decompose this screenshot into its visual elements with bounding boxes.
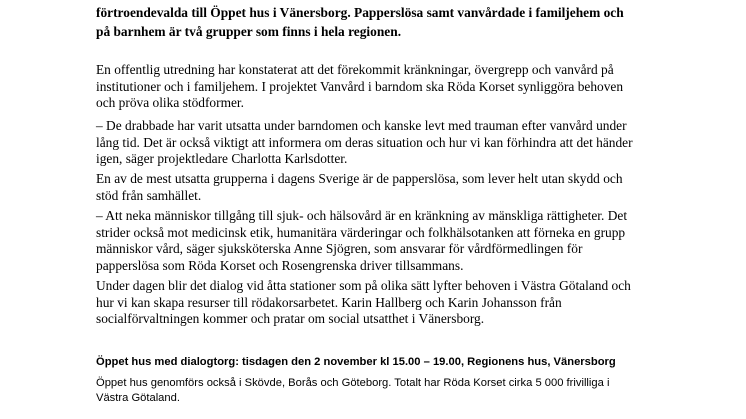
footer-paragraph bbox=[96, 376, 609, 405]
paragraph-line: igen, säger projektledare Charlotta Karlsdotter. bbox=[96, 151, 348, 167]
paragraph-line: papperslösa som Röda Korset och Rosengrenska driver tillsammans. bbox=[96, 258, 464, 274]
paragraph-line: hur vi kan skapa resurser till rödakorsarbetet. Karin Hallberg och Karin Johansson från bbox=[96, 294, 562, 310]
event-heading: Öppet hus med dialogtorg: tisdagen den 2 november kl 15.00 – 19.00, Regionens hus, Vänersborg bbox=[96, 356, 616, 368]
paragraph-line: människor vård, säger sjuksköterska Anne Sjögren, som ansvarar för vårdförmedlingen för bbox=[96, 241, 583, 257]
body-paragraph-2 bbox=[96, 118, 656, 168]
body-paragraph-4 bbox=[96, 208, 656, 275]
paragraph-line: socialförvaltningen kommer och pratar om social utsatthet i Vänersborg. bbox=[96, 311, 485, 327]
footer-line: Västra Götaland. bbox=[96, 391, 180, 404]
paragraph-line: stöd från samhället. bbox=[96, 187, 202, 203]
paragraph-line: En av de mest utsatta grupperna i dagens Sverige är de papperslösa, som lever helt utan skydd och bbox=[96, 171, 623, 186]
lead-paragraph bbox=[96, 4, 656, 41]
paragraph-line: och pröva olika stödformer. bbox=[96, 95, 245, 111]
paragraph-line: – Att neka människor tillgång till sjuk- och hälsovård är en kränkning av mänskliga rättigheter. Det bbox=[96, 208, 628, 223]
paragraph-line: strider också mot medicinsk etik, humanitära värderingar och folkhälsotanken att förneka en grupp bbox=[96, 224, 626, 240]
lead-line: förtroendevalda till Öppet hus i Vänersborg. Papperslösa samt vanvårdade i familjehem och bbox=[96, 5, 624, 20]
lead-line: på barnhem är två grupper som finns i hela regionen. bbox=[96, 23, 402, 39]
body-paragraph-5 bbox=[96, 278, 656, 328]
body-paragraph-1 bbox=[96, 62, 656, 112]
paragraph-line: Under dagen blir det dialog vid åtta stationer som på olika sätt lyfter behoven i Västra Götaland och bbox=[96, 278, 631, 293]
paragraph-line: institutioner och i familjehem. I projektet Vanvård i barndom ska Röda Korset synliggöra behoven bbox=[96, 78, 624, 94]
body-paragraph-3 bbox=[96, 171, 656, 204]
footer-line: Öppet hus genomförs också i Skövde, Borås och Göteborg. Totalt har Röda Korset cirka 5 000 frivilliga i bbox=[96, 377, 610, 389]
paragraph-line: En offentlig utredning har konstaterat att det förekommit kränkningar, övergrepp och vanvård på bbox=[96, 62, 614, 77]
paragraph-line: – De drabbade har varit utsatta under barndomen och kanske levt med trauman efter vanvård under bbox=[96, 118, 627, 133]
paragraph-line: lång tid. Det är också viktigt att informera om deras situation och hur vi kan förhindra att det händer bbox=[96, 134, 633, 150]
